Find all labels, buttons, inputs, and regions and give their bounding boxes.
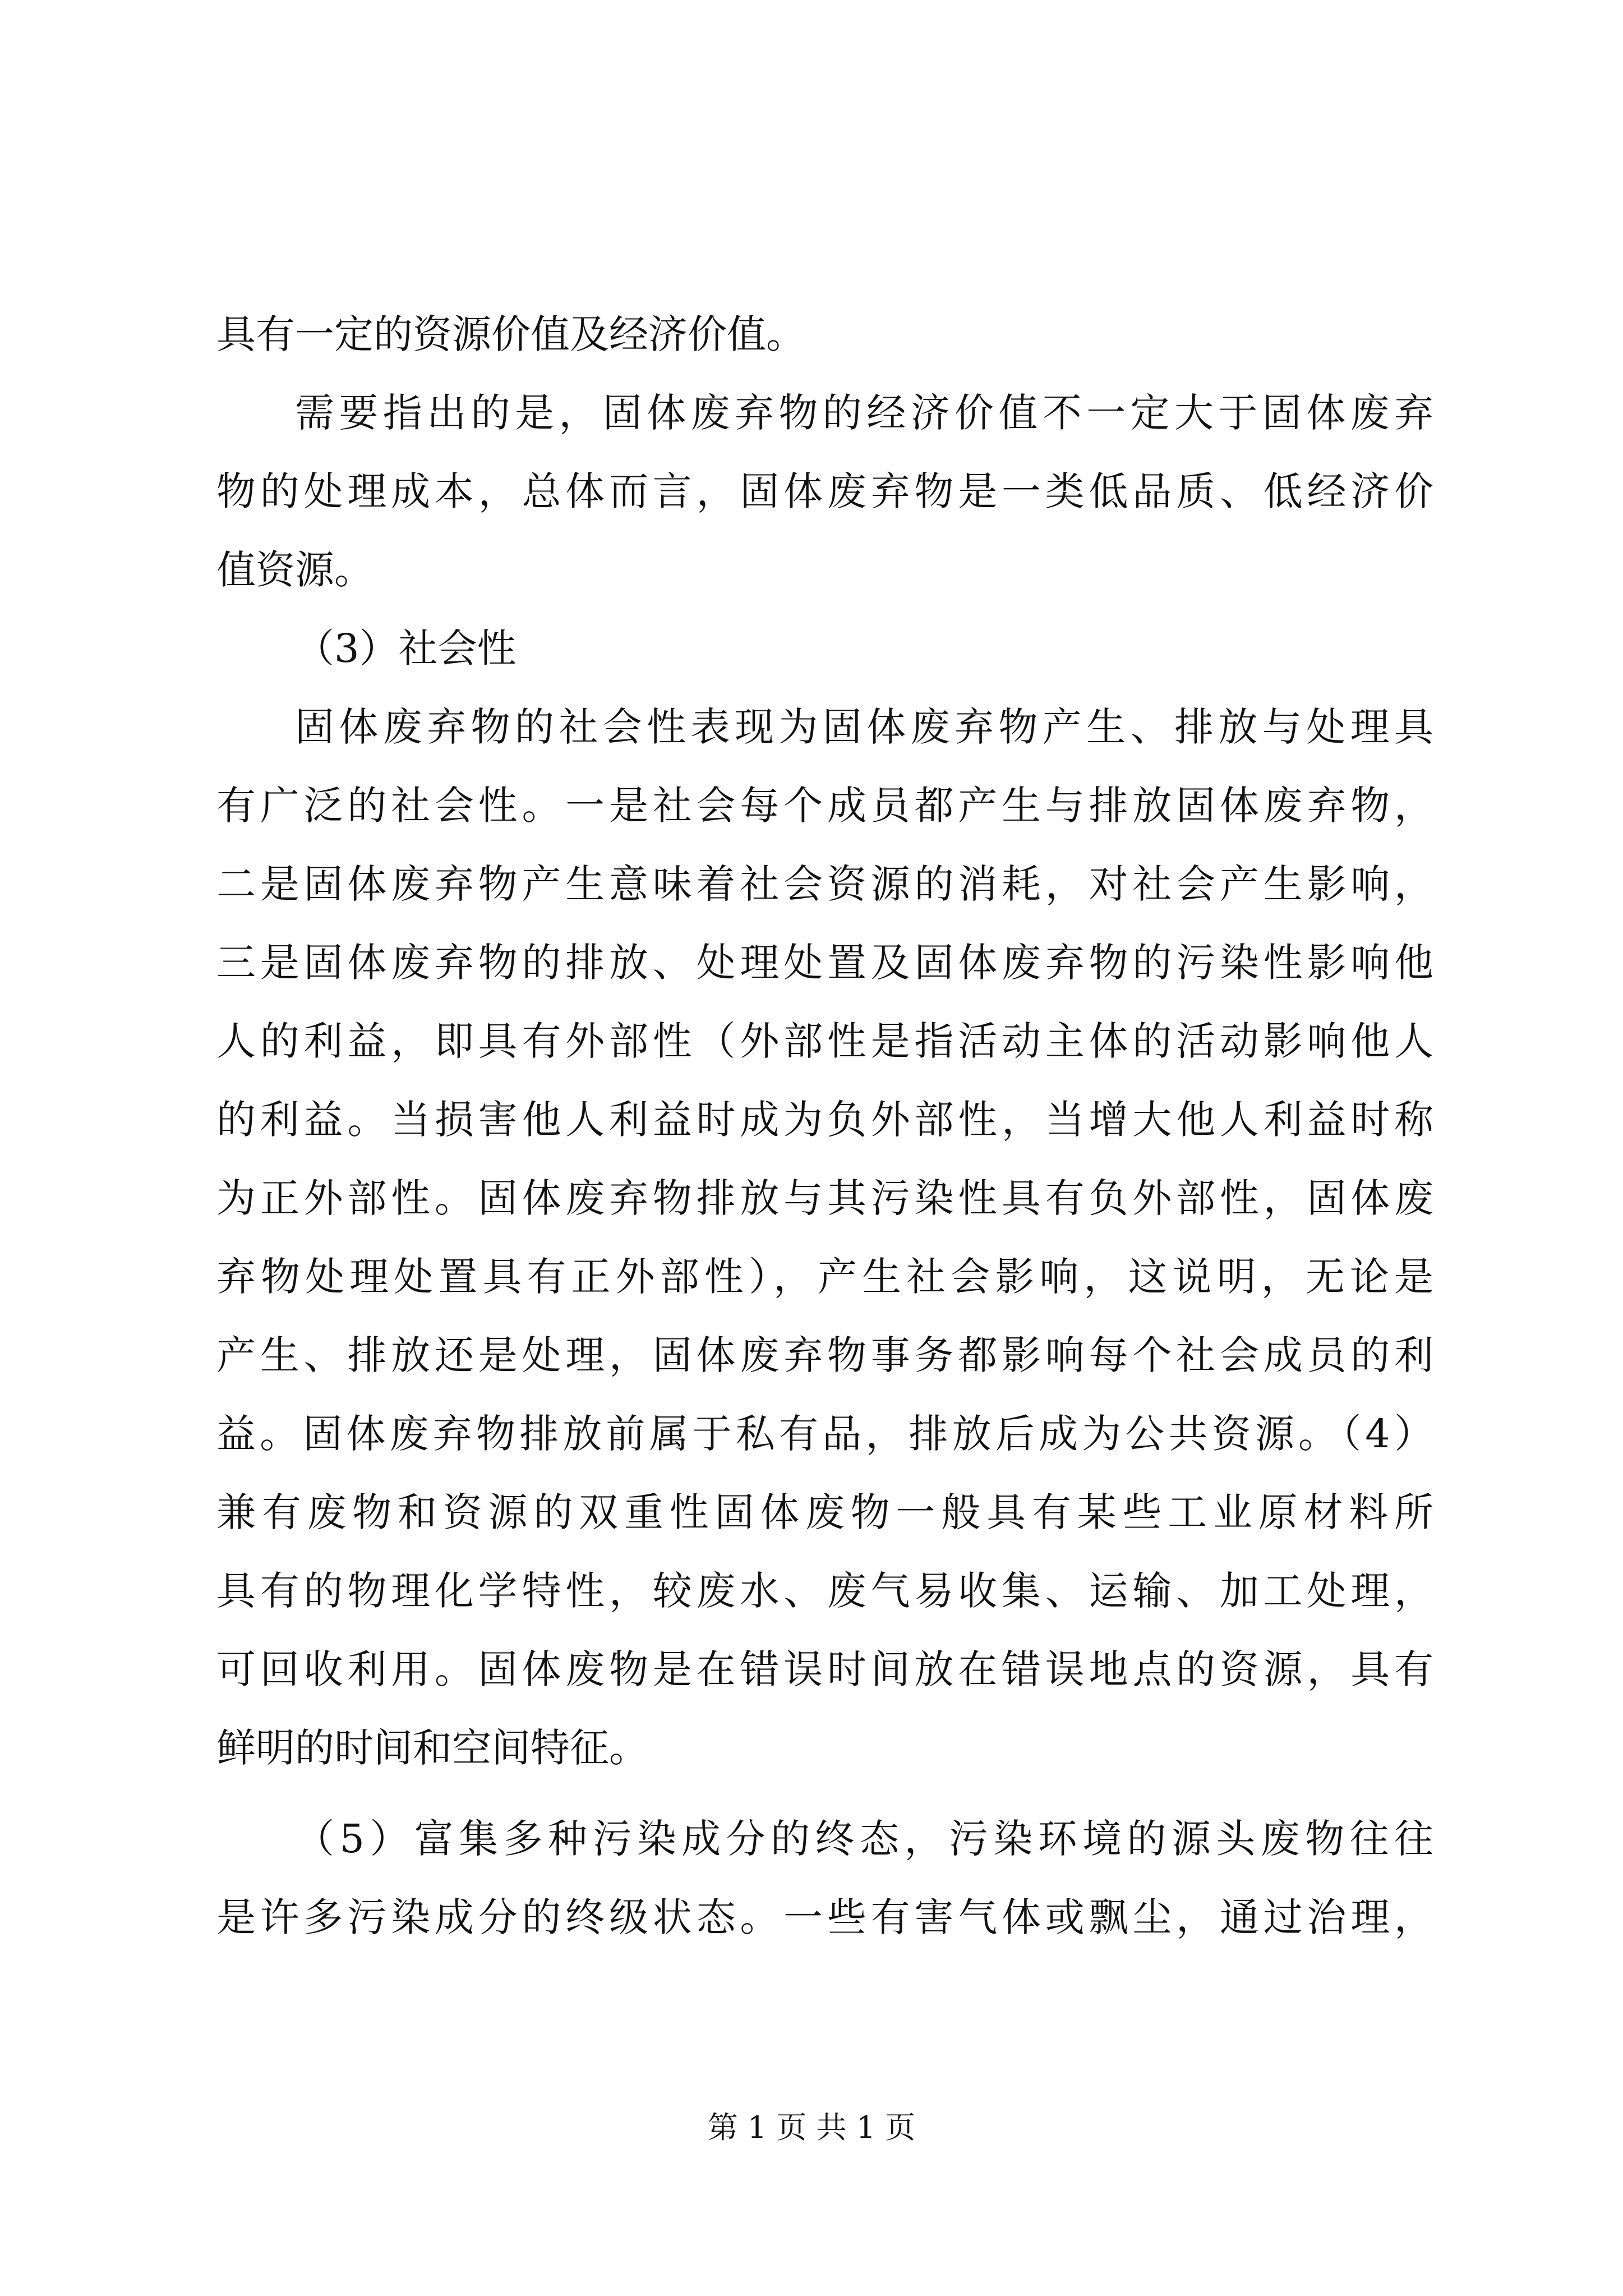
section-heading: （3）社会性	[295, 625, 517, 671]
text-line: 值资源。	[216, 547, 374, 593]
text-line: 兼有废物和资源的双重性固体废物一般具有某些工业原材料所	[216, 1489, 1433, 1535]
text-line: 为正外部性。固体废弃物排放与其污染性具有负外部性，固体废	[216, 1175, 1433, 1221]
text-line: 产生、排放还是处理，固体废弃物事务都影响每个社会成员的利	[216, 1332, 1433, 1378]
text-line: 弃物处理处置具有正外部性），产生社会影响，这说明，无论是	[216, 1254, 1433, 1300]
text-line: 具有一定的资源价值及经济价值。	[216, 311, 805, 357]
text-line: 有广泛的社会性。一是社会每个成员都产生与排放固体废弃物，	[216, 783, 1433, 829]
text-line: 人的利益，即具有外部性（外部性是指活动主体的活动影响他人	[216, 1018, 1433, 1064]
text-line: （5）富集多种污染成分的终态，污染环境的源头废物往往	[295, 1816, 1433, 1862]
text-line: 鲜明的时间和空间特征。	[216, 1725, 648, 1771]
text-line: 可回收利用。固体废物是在错误时间放在错误地点的资源，具有	[216, 1646, 1433, 1692]
text-line: 具有的物理化学特性，较废水、废气易收集、运输、加工处理，	[216, 1568, 1433, 1614]
text-line: 益。固体废弃物排放前属于私有品，排放后成为公共资源。（4）	[216, 1411, 1433, 1457]
page-number-footer: 第 1 页 共 1 页	[707, 2110, 916, 2145]
text-line: 二是固体废弃物产生意味着社会资源的消耗，对社会产生影响，	[216, 861, 1433, 907]
body-text	[216, 295, 1433, 1957]
text-line: 三是固体废弃物的排放、处理处置及固体废弃物的污染性影响他	[216, 940, 1433, 986]
text-line: 固体废弃物的社会性表现为固体废弃物产生、排放与处理具	[295, 704, 1433, 750]
text-line: 需要指出的是，固体废弃物的经济价值不一定大于固体废弃	[295, 390, 1433, 436]
text-line: 是许多污染成分的终级状态。一些有害气体或飘尘，通过治理，	[216, 1894, 1433, 1940]
text-line: 的利益。当损害他人利益时成为负外部性，当增大他人利益时称	[216, 1097, 1433, 1143]
text-line: 物的处理成本，总体而言，固体废弃物是一类低品质、低经济价	[216, 468, 1433, 514]
